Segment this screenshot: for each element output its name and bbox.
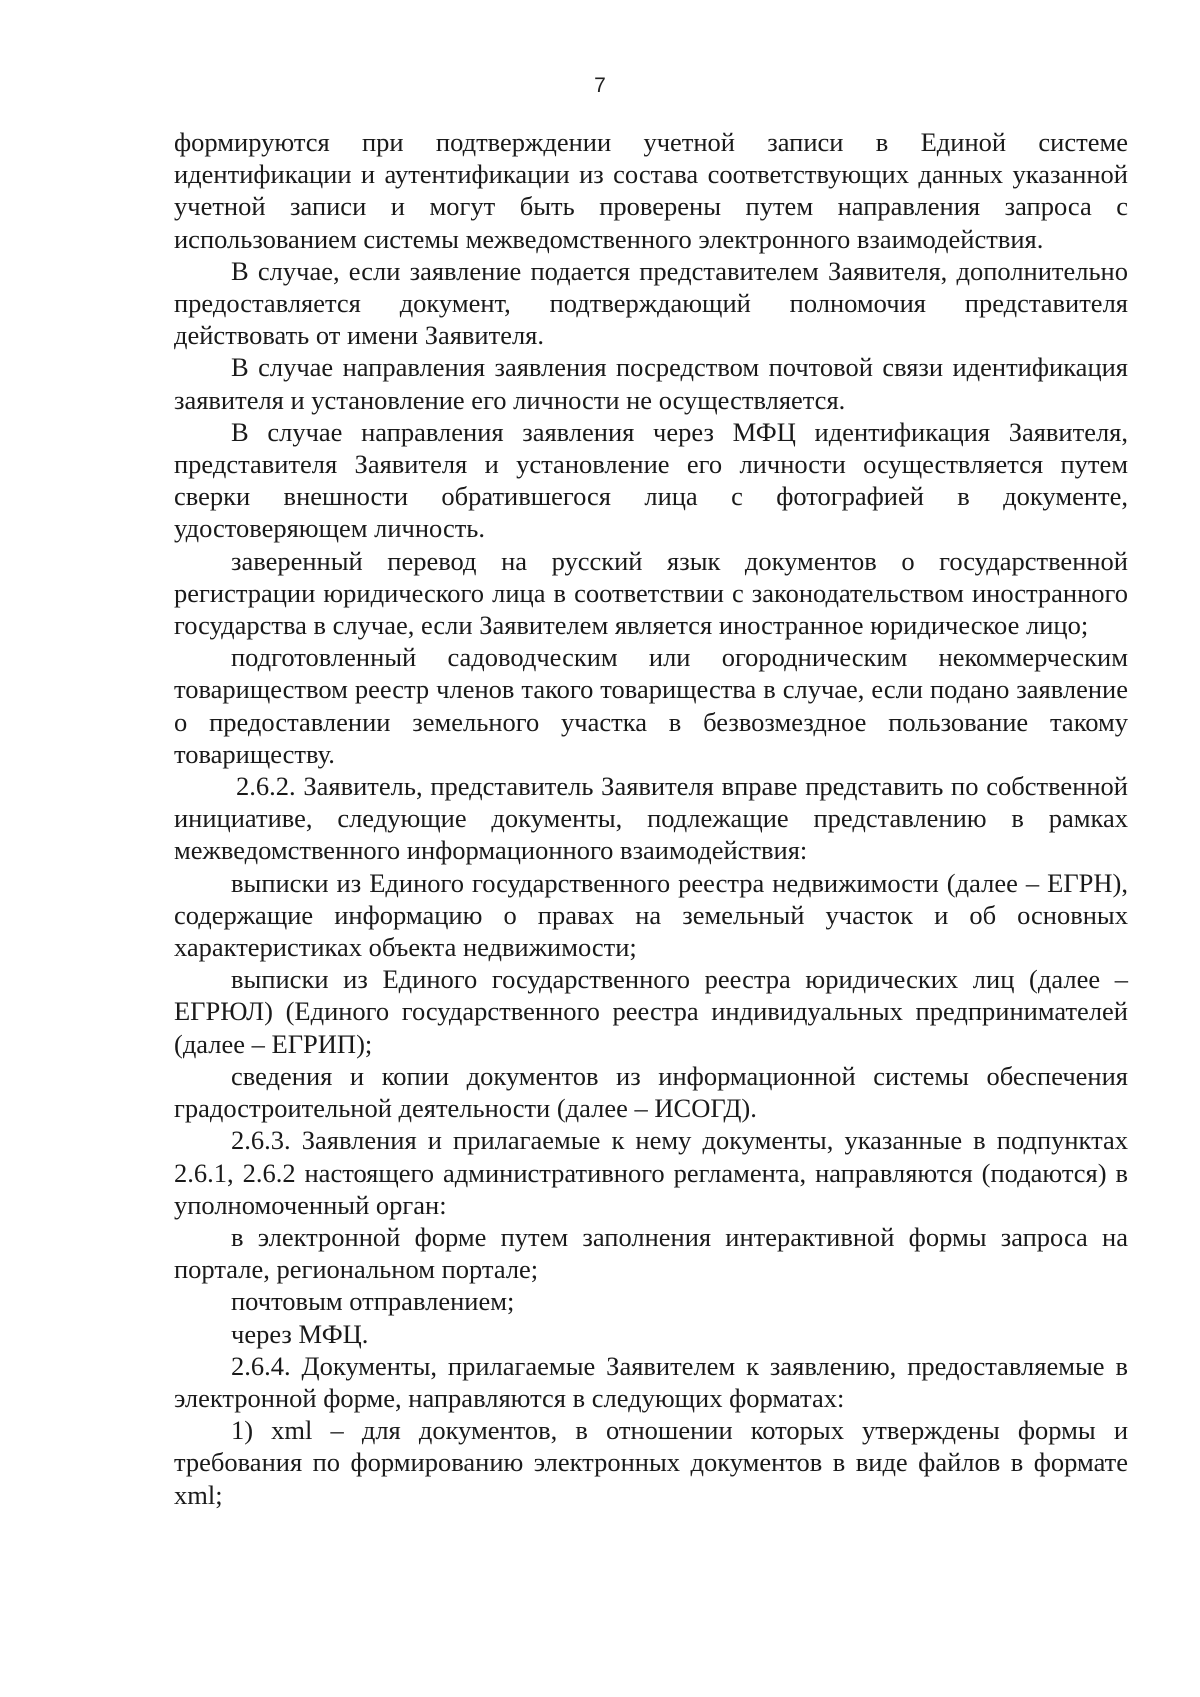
document-body xyxy=(174,126,1128,1511)
paragraph-egrul: выписки из Единого государственного реестра юридических лиц (далее – ЕГРЮЛ) (Единого государственного реестра индивидуальных предпринимателей (далее – ЕГРИП); xyxy=(174,964,1128,1059)
paragraph-account-verification: формируются при подтверждении учетной записи в Единой системе идентификации и аутентификации из состава соответствующих данных указанной учетной записи и могут быть проверены путем направления запроса с использованием системы межведомственного электронного взаимодействия. xyxy=(174,127,1128,254)
paragraph-isogd: сведения и копии документов из информационной системы обеспечения градостроительной деятельности (далее – ИСОГД). xyxy=(174,1060,1128,1124)
paragraph-egrn: выписки из Единого государственного реестра недвижимости (далее – ЕГРН), содержащие информацию о правах на земельный участок и об основных характеристиках объекта недвижимости; xyxy=(174,867,1128,963)
paragraph-2-6-3: 2.6.3. Заявления и прилагаемые к нему документы, указанные в подпунктах 2.6.1, 2.6.2 настоящего административного регламента, направляются (подаются) в уполномоченный орган: xyxy=(174,1125,1128,1220)
paragraph-members-registry: подготовленный садоводческим или огородническим некоммерческим товариществом реестр членов такого товарищества в случае, если подано заявление о предоставлении земельного участка в безвозмездное пользование такому товариществу. xyxy=(174,642,1128,769)
paragraph-via-mfc: через МФЦ. xyxy=(231,1318,369,1349)
page-number: 7 xyxy=(594,74,606,97)
paragraph-2-6-4: 2.6.4. Документы, прилагаемые Заявителем к заявлению, предоставляемые в электронной форме, направляются в следующих форматах: xyxy=(174,1350,1128,1413)
paragraph-representative: В случае, если заявление подается представителем Заявителя, дополнительно предоставляется документ, подтверждающий полномочия представителя действовать от имени Заявителя. xyxy=(174,255,1128,351)
paragraph-xml-format: 1) xml – для документов, в отношении которых утверждены формы и требования по формированию электронных документов в виде файлов в формате xml; xyxy=(174,1415,1128,1510)
paragraph-postal-mail: почтовым отправлением; xyxy=(231,1286,515,1317)
paragraph-mfc-identification: В случае направления заявления через МФЦ идентификация Заявителя, представителя Заявителя и установление его личности осуществляется путем сверки внешности обратившегося лица с фотографией в документе, удостоверяющем личность. xyxy=(174,416,1128,544)
paragraph-postal: В случае направления заявления посредством почтовой связи идентификация заявителя и установление его личности не осуществляется. xyxy=(174,352,1128,415)
paragraph-translation: заверенный перевод на русский язык документов о государственной регистрации юридического лица в соответствии с законодательством иностранного государства в случае, если Заявителем является иностранное юридическое лицо; xyxy=(174,545,1128,641)
paragraph-electronic-form: в электронной форме путем заполнения интерактивной формы запроса на портале, региональном портале; xyxy=(174,1221,1128,1285)
paragraph-2-6-2: 2.6.2. Заявитель, представитель Заявителя вправе представить по собственной инициативе, следующие документы, подлежащие представлению в рамках межведомственного информационного взаимодействия: xyxy=(174,771,1128,866)
